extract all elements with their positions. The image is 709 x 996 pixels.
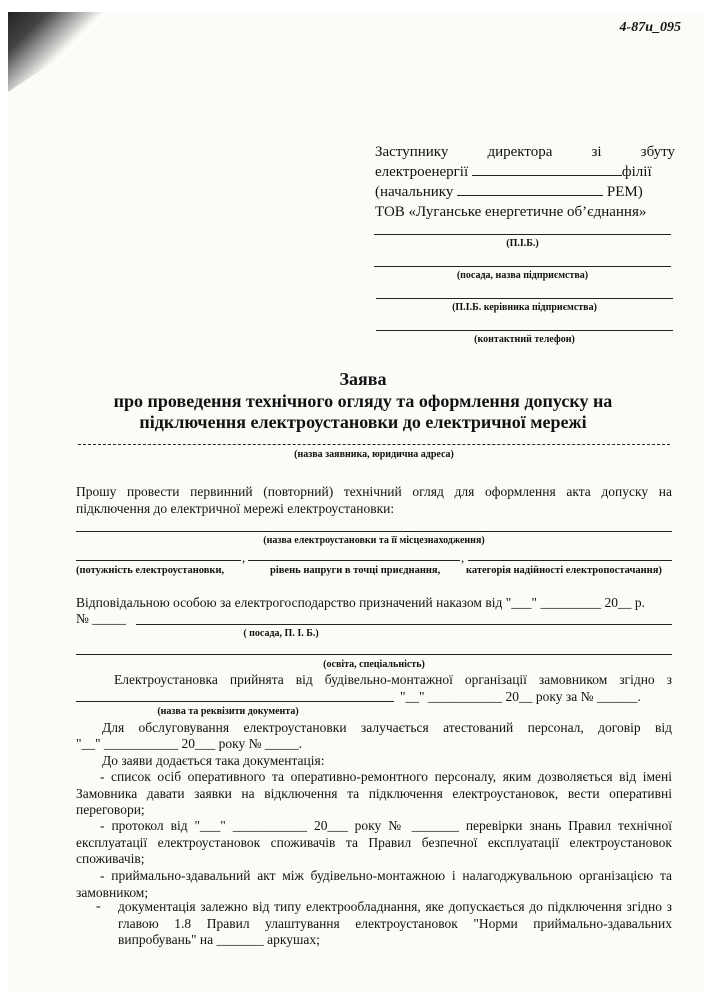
responsible-line: Відповідальною особою за електрогосподарство призначений наказом від "___" _________ 20__ р. — [76, 595, 645, 610]
applicant-line — [78, 444, 670, 445]
scan-corner-shadow — [8, 12, 128, 92]
caption-applicant: (назва заявника, юридична адреса) — [294, 449, 454, 460]
voltage-line — [248, 560, 460, 561]
order-number: № _____ — [76, 611, 127, 626]
caption-name: (П.І.Б.) — [506, 238, 539, 249]
title-main: Заява — [339, 369, 387, 389]
document-page: 4-87и_095 Заступнику директора зі збуту електроенергії філії (начальнику РЕМ) ТОВ «Луганське енергетичне об’єднання» (П.І.Б.) (посада, назва підприємства) (П.І.Б. керівника підприємства) (контактний телефон) Заява про проведення технічного огляду та оформлення допуску на підключення електроустановки до електричної мережі (назва заявника, юридична адреса) Прошу провести первинний (повторний) технічний огляд для оформлення акта допуску на підключення до електричної мережі електроустановки: (назва електроустановки та її місцезнаходження) , , (потужність електроустановки, рівень напруги в точці приєднання, категорія надійності електропостачання) Відповідальною особою за електрогосподарство призначений наказом від "___" _________ 20__ р. № _____ ( посада, П. І. Б.) (освіта, спеціальність) Електроустановка прийнята від будівельно-монтажної організації замовником згідно з "__" ___________ 20__ року за № ______. (назва та реквізити документа) Для обслуговування електроустановки залучається атестований персонал, договір від "__" ___________ 20___ року № _____. До заяви додається така документація: - список осіб оперативного та оперативно-ремонтного персоналу, яким дозволяється від імені Замовника давати заявки на відключення та підключення електроустановок, вести оперативні переговори; - протокол від "___" ___________ 20___ року № _______ перевірки знань Правил технічної експлуатації електроустановок споживачів та Правил безпечної експлуатації електроустановок споживачів; - приймально-здавальний акт між будівельно-монтажною і налагоджувальною організацією та замовником; - документація залежно від типу електрообладнання, яке допускається до підключення згідно з главою 1.8 Правил улаштування електроустановок "Норми приймально-здавальних випробувань" на _______ аркушах; — [8, 12, 705, 992]
accepted-doc-line — [76, 701, 394, 702]
document-id: 4-87и_095 — [619, 20, 681, 35]
attached-intro: До заяви додається така документація: — [102, 753, 325, 768]
accepted-line1: Електроустановка прийнята від будівельно-монтажної організації замовником згідно з — [114, 672, 672, 687]
caption-phone: (контактний телефон) — [474, 334, 575, 345]
name-line — [374, 234, 671, 235]
caption-education: (освіта, спеціальність) — [323, 659, 425, 670]
caption-document: (назва та реквізити документа) — [157, 706, 299, 717]
attached-item-4: документація залежно від типу електрообладнання, яке допускається до підключення згідно з главою 1.8 Правил улаштування електроустановок "Норми приймально-здавальних випробувань" на _______ аркушах; — [118, 899, 672, 947]
caption-director: (П.І.Б. керівника підприємства) — [452, 302, 597, 313]
service-line2: "__" ___________ 20___ року № _____. — [76, 736, 303, 751]
phone-line — [376, 330, 673, 331]
attached-item-2: - протокол від "___" ___________ 20___ року № _______ перевірки знань Правил технічної експлуатації електроустановок споживачів та Правил безпечної експлуатації електроустановок споживачів; — [76, 818, 672, 866]
position-line — [374, 266, 671, 267]
caption-category: категорія надійності електропостачання) — [466, 565, 662, 576]
accepted-line2: "__" ___________ 20__ року за № ______. — [400, 689, 641, 704]
caption-voltage: рівень напруги в точці приєднання, — [270, 565, 441, 576]
service-line1: Для обслуговування електроустановки залучається атестований персонал, договір від — [102, 720, 672, 735]
title-line2: про проведення технічного огляду та оформлення допуску на — [113, 391, 613, 411]
category-line — [468, 560, 672, 561]
caption-installation: (назва електроустановки та її місцезнаходження) — [263, 535, 485, 546]
request-paragraph: Прошу провести первинний (повторний) технічний огляд для оформлення акта допуску на підключення до електричної мережі електроустановки: — [76, 484, 672, 516]
title-line3: підключення електроустановки до електричної мережі — [139, 412, 587, 432]
caption-person: ( посада, П. І. Б.) — [243, 628, 319, 639]
addressee-line2: електроенергії філії — [375, 164, 652, 180]
power-line — [76, 560, 241, 561]
installation-line — [76, 531, 672, 532]
attached-item-3: - приймально-здавальний акт між будівельно-монтажною і налагоджувальною організацією та замовником; — [76, 868, 672, 900]
caption-power: (потужність електроустановки, — [76, 565, 225, 576]
addressee-line1: Заступнику директора зі збуту — [375, 144, 675, 160]
caption-position: (посада, назва підприємства) — [456, 270, 589, 281]
person-line — [136, 624, 672, 625]
bullet-dash: - — [96, 899, 101, 914]
addressee-line4: ТОВ «Луганське енергетичне об’єднання» — [375, 204, 647, 220]
attached-item-1: - список осіб оперативного та оперативно-ремонтного персоналу, яким дозволяється від імені Замовника давати заявки на відключення та підключення електроустановок, вести оперативні переговори; — [76, 769, 672, 817]
addressee-line3: (начальнику РЕМ) — [375, 184, 643, 200]
education-line — [76, 654, 672, 655]
director-line — [376, 298, 673, 299]
